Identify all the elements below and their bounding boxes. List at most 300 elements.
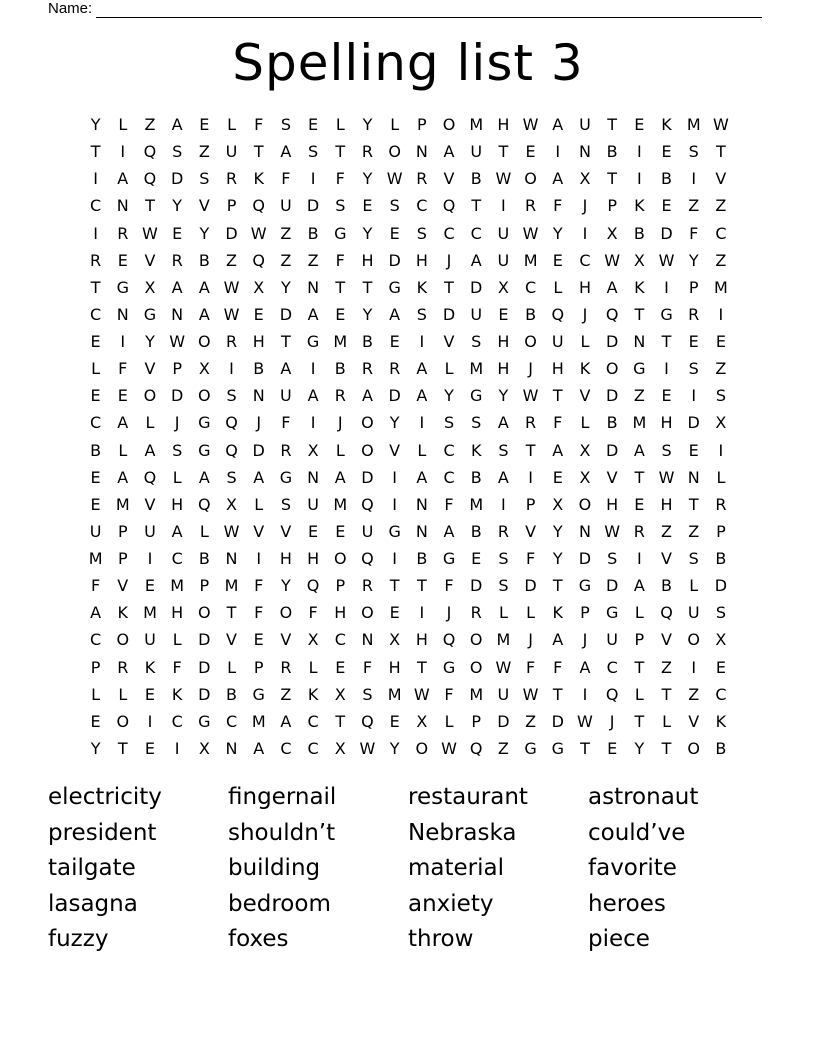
grid-cell: A: [633, 576, 645, 596]
grid-cell: U: [470, 142, 483, 162]
grid-cell: T: [634, 657, 645, 677]
grid-cell: E: [607, 738, 618, 758]
grid-cell: O: [361, 440, 374, 460]
grid-cell: W: [142, 223, 158, 243]
grid-cell: P: [417, 115, 427, 134]
grid-cell: A: [117, 413, 129, 433]
grid-cell: G: [442, 657, 456, 677]
grid-cell: V: [661, 630, 672, 650]
grid-cell: M: [469, 684, 484, 704]
grid-cell: O: [116, 711, 130, 731]
grid-cell: W: [577, 711, 593, 731]
grid-cell: X: [416, 711, 428, 731]
grid-cell: I: [691, 657, 697, 677]
grid-cell: B: [470, 467, 482, 487]
grid-cell: L: [417, 440, 427, 460]
grid-cell: F: [254, 576, 264, 596]
grid-cell: V: [443, 332, 455, 351]
grid-cell: H: [497, 115, 510, 134]
word-list-item: piece: [588, 926, 650, 952]
grid-cell: Z: [633, 386, 645, 406]
grid-cell: Z: [226, 250, 238, 270]
grid-cell: L: [118, 115, 128, 134]
grid-cell: S: [226, 386, 237, 406]
grid-cell: C: [90, 304, 102, 324]
grid-cell: J: [337, 413, 343, 433]
grid-cell: A: [606, 277, 618, 297]
grid-cell: S: [335, 196, 346, 216]
grid-cell: C: [307, 738, 319, 758]
grid-cell: Z: [715, 359, 727, 379]
grid-cell: O: [524, 332, 537, 351]
grid-cell: N: [307, 277, 320, 297]
grid-cell: H: [497, 359, 510, 379]
grid-cell: V: [253, 521, 265, 541]
grid-cell: X: [198, 359, 210, 379]
grid-cell: R: [715, 494, 727, 514]
grid-cell: U: [280, 196, 292, 216]
grid-cell: N: [225, 738, 238, 758]
grid-cell: S: [280, 115, 291, 134]
grid-cell: H: [415, 250, 428, 270]
grid-cell: B: [470, 169, 482, 189]
grid-cell: E: [335, 304, 346, 324]
word-list-item: tailgate: [48, 855, 136, 881]
grid-cell: Q: [143, 142, 157, 162]
grid-cell: C: [443, 440, 455, 460]
grid-cell: P: [607, 196, 617, 216]
grid-cell: O: [578, 494, 592, 514]
grid-cell: O: [469, 630, 483, 650]
grid-cell: T: [552, 576, 563, 596]
grid-cell: R: [497, 521, 509, 541]
grid-cell: N: [116, 196, 129, 216]
grid-cell: D: [497, 711, 510, 731]
grid-cell: V: [280, 630, 292, 650]
grid-cell: C: [90, 413, 102, 433]
grid-cell: X: [198, 738, 210, 758]
grid-cell: I: [147, 549, 153, 568]
grid-cell: E: [552, 250, 563, 270]
grid-cell: F: [525, 549, 536, 568]
grid-cell: M: [469, 494, 484, 514]
grid-cell: L: [254, 494, 264, 514]
grid-cell: E: [715, 657, 726, 677]
grid-cell: W: [522, 115, 539, 134]
grid-cell: Q: [252, 250, 266, 270]
grid-cell: T: [498, 142, 509, 162]
grid-cell: G: [334, 223, 347, 243]
grid-cell: H: [171, 603, 184, 623]
grid-cell: J: [528, 359, 533, 379]
grid-cell: E: [634, 115, 645, 134]
grid-cell: A: [416, 386, 428, 406]
grid-cell: D: [198, 684, 211, 704]
grid-cell: G: [470, 386, 483, 406]
grid-cell: K: [253, 169, 264, 189]
grid-cell: K: [470, 440, 482, 460]
grid-cell: R: [280, 440, 292, 460]
grid-cell: A: [334, 467, 346, 487]
grid-cell: W: [495, 657, 512, 677]
grid-cell: L: [662, 711, 671, 731]
grid-cell: F: [553, 413, 563, 433]
grid-cell: V: [525, 521, 537, 541]
grid-cell: V: [198, 196, 210, 216]
grid-cell: O: [279, 603, 293, 623]
grid-cell: G: [143, 304, 157, 324]
grid-cell: F: [335, 250, 345, 270]
grid-cell: F: [254, 115, 264, 134]
grid-cell: X: [715, 630, 727, 650]
grid-cell: I: [501, 196, 506, 216]
grid-cell: Q: [442, 196, 456, 216]
grid-cell: S: [443, 413, 455, 433]
grid-cell: Q: [198, 494, 211, 514]
grid-cell: R: [361, 142, 374, 162]
grid-cell: M: [469, 359, 484, 379]
grid-cell: Z: [688, 521, 700, 541]
grid-cell: N: [252, 386, 265, 406]
grid-cell: T: [416, 657, 427, 677]
grid-cell: I: [501, 494, 506, 514]
grid-cell: W: [441, 738, 457, 758]
grid-cell: I: [718, 440, 724, 460]
grid-cell: B: [226, 684, 238, 704]
grid-cell: Y: [362, 304, 373, 324]
grid-cell: T: [661, 332, 672, 351]
grid-cell: B: [606, 413, 618, 433]
grid-cell: O: [198, 332, 211, 351]
grid-cell: J: [446, 603, 452, 623]
grid-cell: R: [361, 576, 374, 596]
grid-cell: T: [117, 738, 128, 758]
name-blank-line[interactable]: [96, 2, 762, 18]
grid-cell: W: [223, 304, 240, 324]
grid-cell: D: [714, 576, 728, 596]
grid-cell: S: [471, 413, 482, 433]
grid-cell: F: [553, 657, 563, 677]
grid-cell: A: [361, 386, 373, 406]
grid-cell: S: [688, 359, 699, 379]
grid-cell: R: [525, 196, 537, 216]
grid-cell: Y: [90, 738, 101, 758]
grid-cell: L: [498, 603, 508, 623]
grid-cell: Y: [362, 169, 373, 189]
grid-cell: B: [470, 521, 482, 541]
grid-cell: L: [634, 684, 644, 704]
grid-cell: I: [582, 223, 588, 243]
grid-cell: Z: [661, 657, 673, 677]
grid-cell: Y: [145, 332, 155, 351]
grid-cell: H: [334, 603, 347, 623]
grid-cell: X: [307, 440, 319, 460]
grid-cell: K: [171, 684, 183, 704]
grid-cell: Q: [306, 576, 320, 596]
grid-cell: T: [362, 277, 373, 297]
grid-cell: D: [551, 711, 564, 731]
grid-cell: P: [226, 196, 237, 216]
grid-cell: U: [225, 142, 238, 162]
grid-cell: L: [91, 684, 101, 704]
grid-cell: W: [522, 386, 539, 406]
grid-cell: E: [308, 521, 319, 541]
grid-cell: I: [120, 142, 126, 162]
grid-cell: T: [634, 467, 645, 487]
grid-cell: A: [416, 359, 428, 379]
grid-cell: S: [498, 549, 509, 568]
grid-cell: D: [170, 169, 184, 189]
grid-cell: B: [633, 223, 645, 243]
grid-cell: O: [687, 630, 701, 650]
word-search-grid: [82, 111, 735, 762]
grid-cell: M: [523, 250, 538, 270]
grid-cell: U: [307, 494, 319, 514]
grid-cell: T: [389, 576, 400, 596]
grid-cell: I: [691, 169, 697, 189]
grid-cell: X: [144, 277, 156, 297]
grid-cell: D: [442, 304, 456, 324]
grid-cell: A: [144, 440, 156, 460]
grid-cell: D: [198, 630, 211, 650]
grid-cell: E: [90, 386, 101, 406]
grid-cell: S: [498, 576, 509, 596]
grid-cell: B: [361, 332, 373, 351]
word-list-item: Nebraska: [408, 819, 517, 846]
grid-cell: Y: [172, 196, 183, 216]
grid-cell: F: [335, 169, 345, 189]
grid-cell: Y: [389, 413, 400, 433]
grid-cell: X: [334, 738, 346, 758]
grid-cell: Y: [281, 576, 291, 596]
grid-cell: I: [392, 494, 398, 514]
grid-cell: F: [281, 413, 291, 433]
grid-cell: I: [256, 549, 262, 568]
grid-cell: M: [115, 494, 130, 514]
grid-cell: P: [688, 277, 699, 297]
grid-cell: G: [252, 684, 265, 704]
name-field[interactable]: [48, 0, 762, 18]
grid-cell: S: [416, 304, 427, 324]
grid-cell: K: [715, 711, 727, 731]
grid-cell: R: [171, 250, 183, 270]
grid-cell: Q: [143, 467, 157, 487]
grid-cell: T: [634, 711, 645, 731]
grid-cell: D: [170, 386, 184, 406]
grid-cell: T: [226, 603, 237, 623]
word-list-item: shouldn’t: [228, 819, 336, 846]
grid-cell: O: [687, 738, 701, 758]
grid-cell: A: [117, 169, 129, 189]
grid-cell: P: [335, 576, 346, 596]
grid-cell: B: [307, 223, 319, 243]
grid-cell: C: [90, 630, 102, 650]
grid-cell: W: [386, 169, 403, 189]
grid-cell: D: [578, 549, 592, 568]
grid-cell: C: [171, 549, 183, 568]
grid-cell: I: [310, 359, 316, 379]
grid-cell: H: [660, 494, 673, 514]
grid-cell: E: [389, 223, 400, 243]
grid-cell: P: [90, 657, 101, 677]
grid-cell: Y: [389, 738, 400, 758]
grid-cell: T: [634, 304, 645, 324]
word-list-item: material: [408, 855, 504, 881]
grid-cell: U: [89, 521, 102, 541]
grid-cell: I: [93, 223, 98, 243]
grid-cell: C: [525, 277, 537, 297]
grid-cell: C: [443, 223, 455, 243]
grid-cell: A: [443, 521, 455, 541]
grid-cell: F: [90, 576, 101, 596]
grid-cell: A: [497, 413, 509, 433]
grid-cell: R: [633, 521, 645, 541]
grid-cell: F: [525, 657, 536, 677]
grid-cell: Y: [362, 223, 373, 243]
grid-cell: Q: [605, 304, 619, 324]
grid-cell: F: [362, 657, 373, 677]
grid-cell: C: [280, 738, 292, 758]
word-list-item: heroes: [588, 890, 666, 917]
grid-cell: G: [306, 332, 320, 351]
grid-cell: A: [443, 142, 455, 162]
grid-cell: S: [661, 440, 672, 460]
grid-cell: B: [525, 304, 537, 324]
grid-cell: Y: [281, 277, 291, 297]
grid-cell: Z: [661, 521, 673, 541]
grid-cell: Q: [551, 304, 565, 324]
grid-cell: Q: [252, 196, 266, 216]
grid-cell: U: [144, 521, 156, 541]
name-label: Name:: [48, 0, 93, 17]
grid-cell: N: [687, 467, 700, 487]
grid-cell: N: [225, 549, 238, 568]
grid-cell: G: [388, 277, 401, 297]
grid-cell: L: [172, 630, 182, 650]
grid-cell: X: [253, 277, 265, 297]
grid-cell: J: [582, 304, 588, 324]
word-list-item: fuzzy: [48, 926, 109, 952]
grid-cell: D: [660, 223, 673, 243]
grid-cell: D: [524, 576, 537, 596]
grid-cell: B: [606, 142, 618, 162]
grid-cell: E: [144, 576, 156, 596]
grid-cell: T: [716, 142, 726, 162]
word-list-item: president: [48, 819, 157, 846]
grid-cell: P: [525, 494, 536, 514]
grid-cell: M: [632, 413, 647, 433]
grid-cell: N: [415, 521, 428, 541]
grid-cell: G: [198, 440, 211, 460]
grid-cell: I: [392, 467, 398, 487]
grid-cell: V: [688, 711, 700, 731]
grid-cell: X: [606, 223, 618, 243]
grid-cell: I: [528, 467, 533, 487]
grid-cell: W: [712, 115, 729, 134]
grid-cell: N: [361, 630, 374, 650]
grid-cell: K: [579, 359, 591, 379]
grid-cell: T: [253, 142, 264, 162]
grid-cell: A: [117, 467, 129, 487]
grid-cell: U: [687, 603, 700, 623]
grid-cell: C: [171, 711, 183, 731]
grid-cell: L: [689, 576, 699, 596]
grid-cell: M: [251, 711, 266, 731]
grid-cell: D: [605, 386, 619, 406]
grid-cell: O: [198, 386, 211, 406]
grid-cell: F: [308, 603, 318, 623]
grid-cell: L: [227, 115, 236, 134]
grid-cell: A: [198, 467, 210, 487]
grid-cell: T: [335, 711, 346, 731]
grid-cell: G: [279, 467, 293, 487]
grid-cell: I: [636, 169, 642, 189]
grid-cell: A: [552, 169, 564, 189]
grid-cell: C: [225, 711, 238, 731]
grid-cell: B: [90, 440, 102, 460]
grid-cell: N: [415, 494, 428, 514]
grid-cell: F: [444, 684, 454, 704]
grid-cell: J: [582, 196, 588, 216]
grid-cell: K: [552, 603, 564, 623]
word-list-item: fingernail: [228, 784, 337, 810]
grid-cell: A: [389, 304, 401, 324]
grid-cell: E: [471, 549, 482, 568]
grid-cell: Y: [498, 386, 509, 406]
grid-cell: M: [714, 277, 728, 297]
grid-cell: E: [253, 304, 264, 324]
grid-cell: Z: [688, 684, 700, 704]
grid-cell: C: [307, 711, 319, 731]
grid-cell: D: [279, 304, 293, 324]
grid-cell: B: [416, 549, 428, 568]
grid-cell: A: [307, 386, 319, 406]
grid-cell: A: [552, 630, 564, 650]
grid-cell: E: [335, 521, 346, 541]
grid-cell: A: [579, 657, 591, 677]
grid-cell: S: [498, 440, 509, 460]
grid-cell: J: [582, 630, 588, 650]
grid-cell: X: [307, 630, 319, 650]
grid-cell: Z: [280, 223, 292, 243]
grid-cell: W: [658, 250, 675, 270]
grid-cell: T: [471, 196, 482, 216]
grid-cell: F: [172, 657, 182, 677]
word-list-item: lasagna: [48, 890, 138, 917]
grid-cell: M: [88, 549, 103, 568]
grid-cell: T: [607, 115, 618, 134]
grid-cell: O: [388, 142, 401, 162]
grid-cell: A: [280, 142, 292, 162]
grid-cell: N: [633, 332, 646, 351]
grid-cell: C: [90, 196, 102, 216]
grid-cell: X: [579, 467, 591, 487]
grid-cell: Q: [361, 711, 374, 731]
grid-cell: N: [171, 304, 184, 324]
grid-cell: Z: [307, 250, 319, 270]
grid-cell: S: [688, 142, 699, 162]
grid-cell: F: [444, 576, 454, 596]
grid-cell: S: [688, 549, 699, 568]
grid-cell: R: [280, 657, 292, 677]
grid-cell: Z: [525, 711, 537, 731]
grid-cell: E: [715, 332, 726, 351]
grid-cell: P: [716, 521, 726, 541]
grid-cell: I: [664, 359, 669, 379]
grid-cell: C: [715, 684, 727, 704]
grid-cell: Z: [688, 196, 700, 216]
grid-cell: Y: [634, 738, 645, 758]
